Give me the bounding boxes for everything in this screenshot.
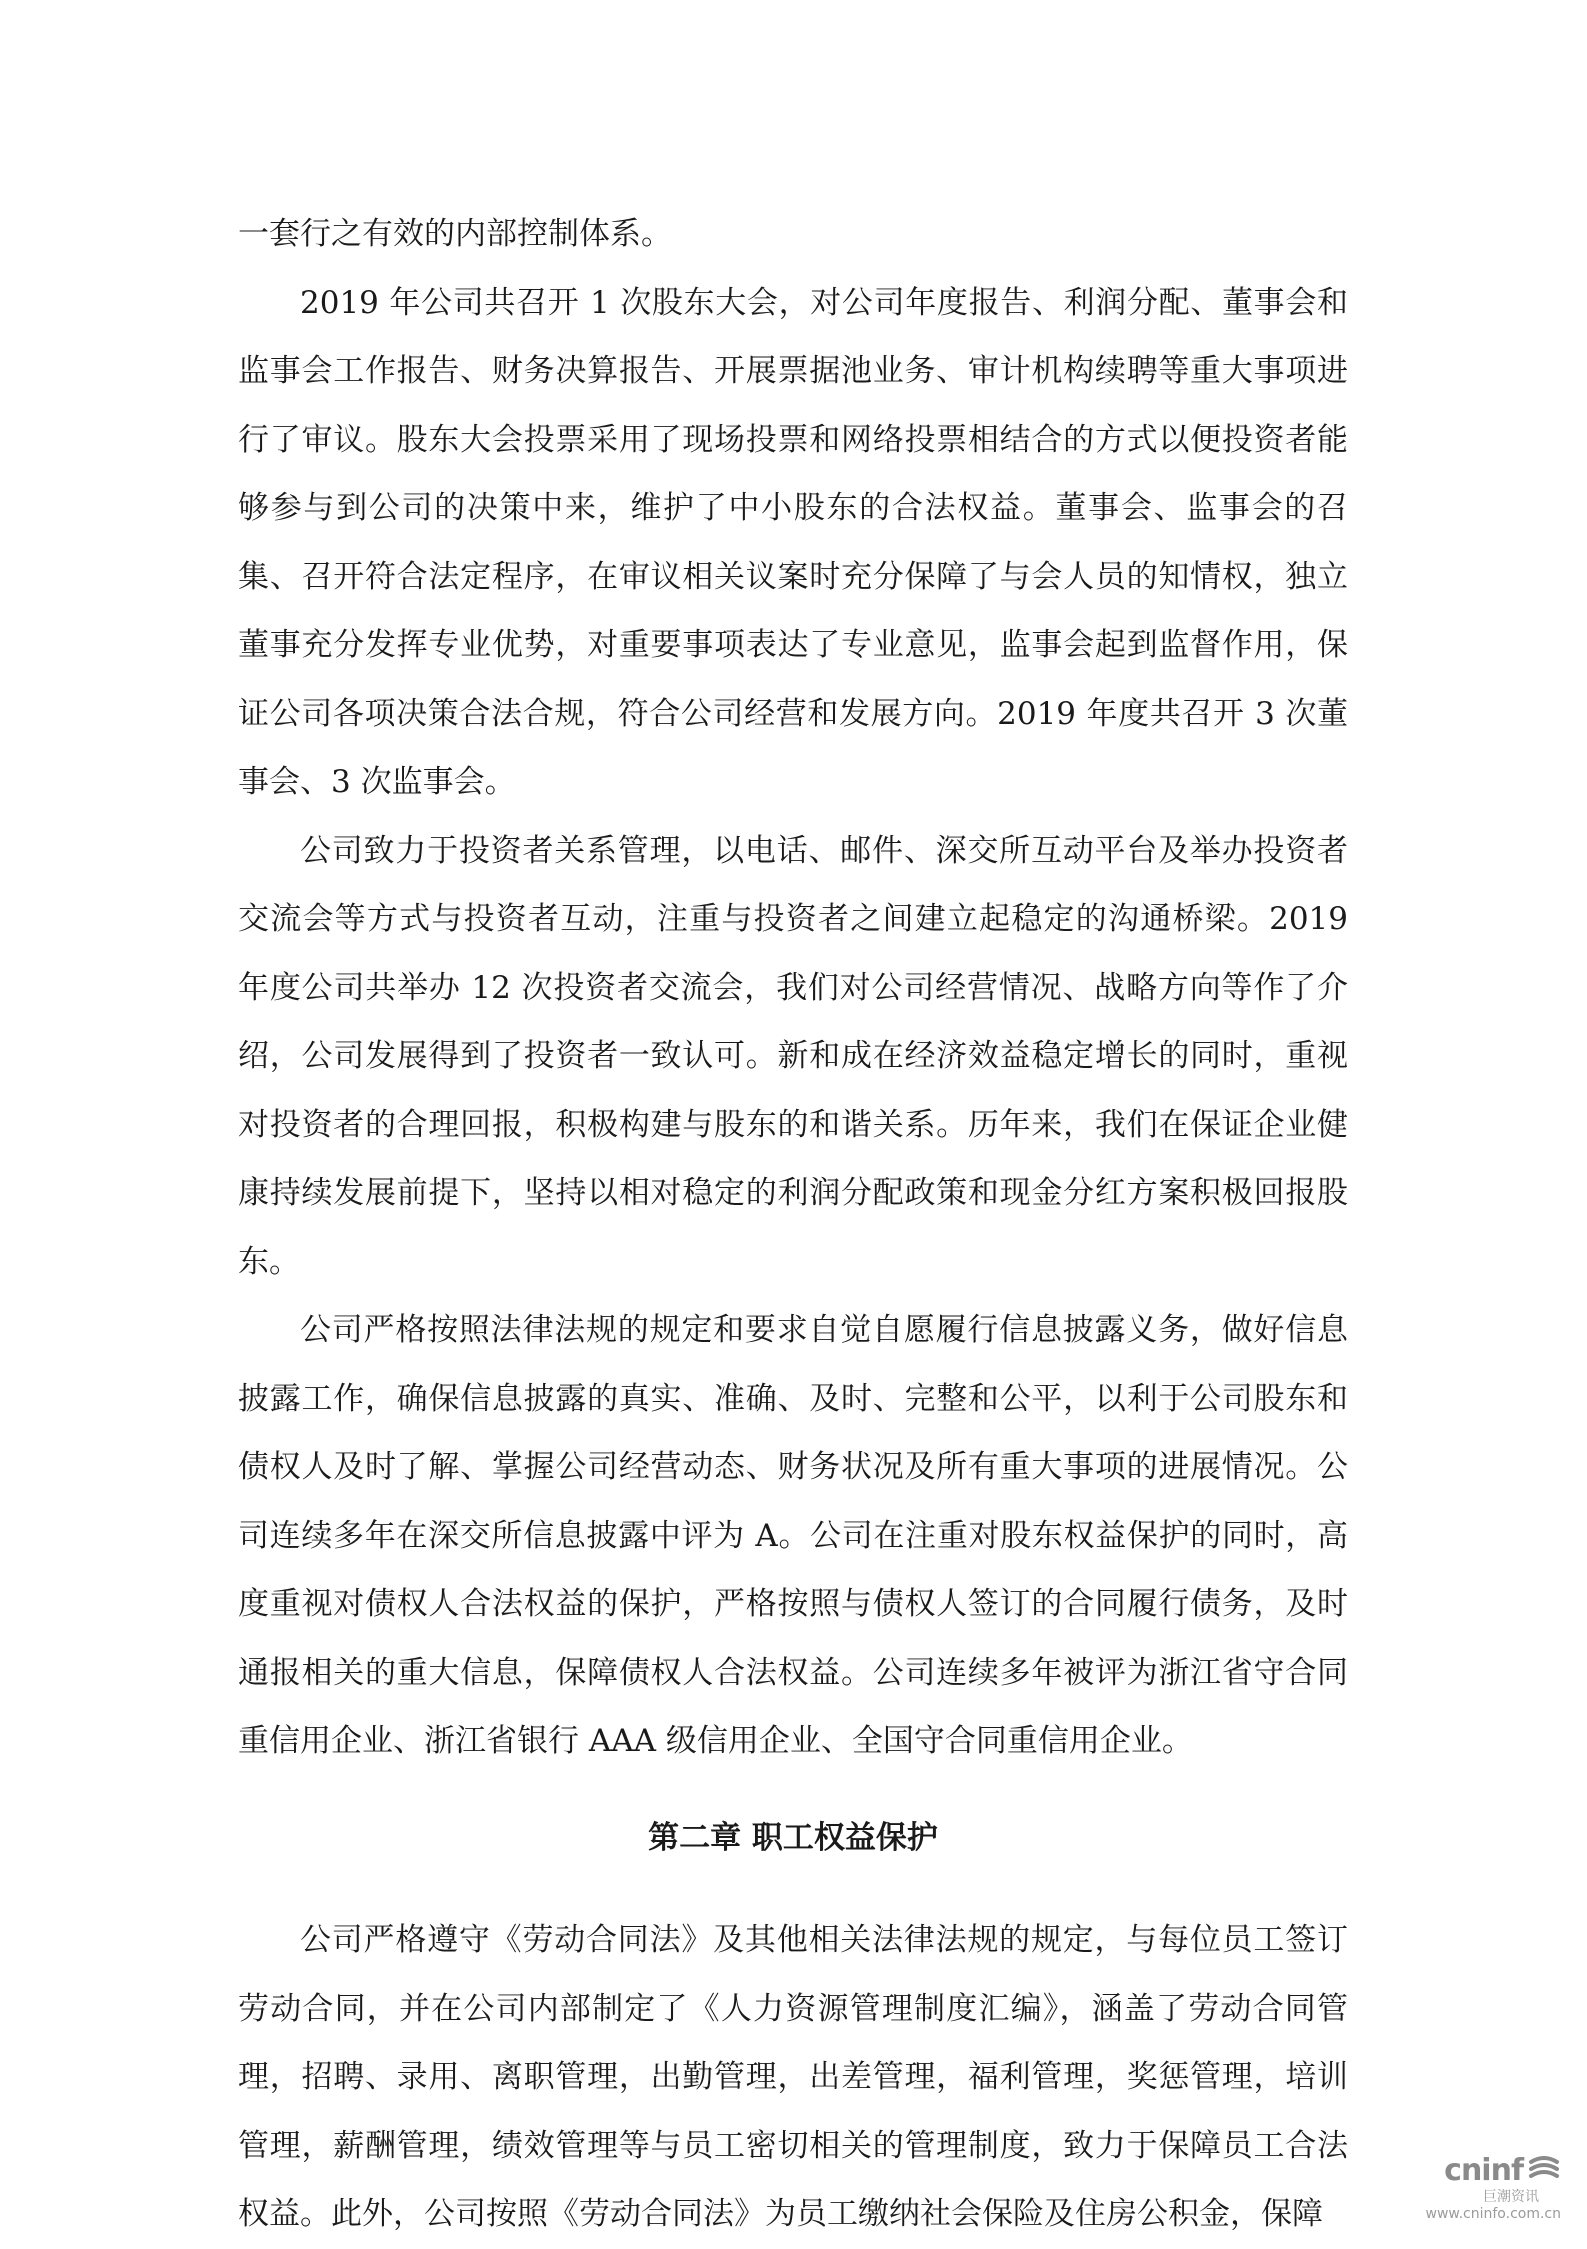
watermark-url: www.cninfo.com.cn <box>1425 2206 1561 2222</box>
watermark-brand <box>1444 2153 1561 2188</box>
watermark-subtitle: 巨潮资讯 <box>1483 2189 1539 2205</box>
chapter-title: 第二章 职工权益保护 <box>648 1819 938 1856</box>
paragraph-intro: 一套行之有效的内部控制体系。 <box>238 216 672 252</box>
cninf-watermark <box>1371 2153 1561 2233</box>
document-page <box>238 200 1348 2249</box>
paragraph-employee-rights: 公司严格遵守《劳动合同法》及其他相关法律法规的规定，与每位员工签订劳动合同，并在公司内部制定了《人力资源管理制度汇编》，涵盖了劳动合同管理，招聘、录用、离职管理，出勤管理，出差管理，福利管理，奖惩管理，培训管理，薪酬管理，绩效管理等与员工密切相关的管理制度，致力于保障员工合法权益。此外，公司按照《劳动合同法》为员工缴纳社会保险及住房公积金，保障 <box>238 1922 1348 2232</box>
paragraph-investor-relations: 公司致力于投资者关系管理，以电话、邮件、深交所互动平台及举办投资者交流会等方式与投资者互动，注重与投资者之间建立起稳定的沟通桥梁。2019 年度公司共举办 12 次投资者交流会，我们对公司经营情况、战略方向等作了介绍，公司发展得到了投资者一致认可。新和成在经济效益稳定增长的同时，重视对投资者的合理回报，积极构建与股东的和谐关系。历年来，我们在保证企业健康持续发展前提下，坚持以相对稳定的利润分配政策和现金分红方案积极回报股东。 <box>238 832 1348 1280</box>
cninf-logo-icon <box>1527 2154 1561 2188</box>
paragraph-information-disclosure: 公司严格按照法律法规的规定和要求自觉自愿履行信息披露义务，做好信息披露工作，确保信息披露的真实、准确、及时、完整和公平，以利于公司股东和债权人及时了解、掌握公司经营动态、财务状况及所有重大事项的进展情况。公司连续多年在深交所信息披露中评为 A。公司在注重对股东权益保护的同时，高度重视对债权人合法权益的保护，严格按照与债权人签订的合同履行债务，及时通报相关的重大信息，保障债权人合法权益。公司连续多年被评为浙江省守合同重信用企业、浙江省银行 AAA 级信用企业、全国守合同重信用企业。 <box>238 1312 1348 1759</box>
paragraph-shareholders-meeting: 2019 年公司共召开 1 次股东大会，对公司年度报告、利润分配、董事会和监事会工作报告、财务决算报告、开展票据池业务、审计机构续聘等重大事项进行了审议。股东大会投票采用了现场投票和网络投票相结合的方式以便投资者能够参与到公司的决策中来，维护了中小股东的合法权益。董事会、监事会的召集、召开符合法定程序，在审议相关议案时充分保障了与会人员的知情权，独立董事充分发挥专业优势，对重要事项表达了专业意见，监事会起到监督作用，保证公司各项决策合法合规，符合公司经营和发展方向。2019 年度共召开 3 次董事会、3 次监事会。 <box>238 284 1348 800</box>
watermark-brand-text: cninf <box>1444 2153 1523 2188</box>
